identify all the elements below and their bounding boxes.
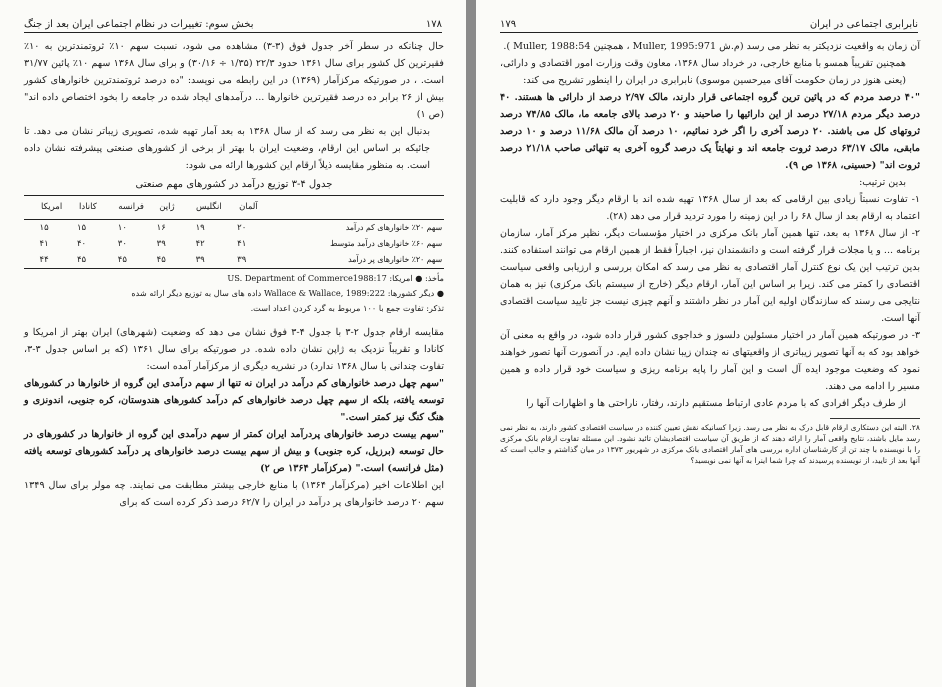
- table-cell: ۴۲: [195, 239, 205, 249]
- right-paragraph-1-text-c: ).: [503, 41, 511, 52]
- right-paragraph-2: همچنین تقریباً همسو با منابع خارجی، در خرداد سال ۱۳۶۸، معاون وقت وزارت امور اقتصادی و دارائی، (یعنی هنوز در زمان حکومت آقای میرحسین موسوی) نابرابری در ایران را اینطور تشریح می کند:: [500, 58, 906, 86]
- left-quote-2: "سهم بیست درصد خانوارهای پردرآمد ایران کمتر از سهم درآمدی این گروه از خانوارها در کشورهای در حال توسعه (برزیل، کره جنوبی) و بیش از سهم بیست درصد خانوارهای پر درآمد کشورهای توسعه یافته (مثل فرانسه) است." (مرکزآمار ۱۳۶۴ ص ۲): [24, 429, 444, 474]
- table-cell: ۴۰: [76, 239, 87, 249]
- right-quote: "۴۰ درصد مردم که در پائین ترین گروه اجتماعی قرار دارند، مالک ۲/۹۷ درصد از دارائی ها هستند. ۴۰ درصد دیگر مردم ۲۷/۱۸ درصد از این دارائیها را صاحبند و ۲۰ درصد بالای جامعه ما، مالک ۷۴/۸۵ درصد ثروتهای کل می باشند. ۲۰ درصد آخری را اگر خرد نمائیم، ۱۰ درصد آن مالک ۱۱/۶۸ درصد و ۱۰ درصد مابقی، مالک ۶۳/۱۷ درصد ثروت جامعه اند و نهایتاً یک درصد گروه آخری به تنهائی صاحب ۲۱/۱۸ درصد ثروت اند" (حسینی، ۱۳۶۸ ص ۹).: [500, 92, 920, 171]
- left-paragraph-1: حال چنانکه در سطر آخر جدول فوق (۳-۳) مشاهده می شود، نسبت سهم ۱۰٪ ثروتمندترین به ۱۰٪ فقیرترین کل کشور برای سال ۱۳۶۱ حدود ۲۲/۳ (۱/۳۵ ÷ ۳۰/۱۶) و برای سال ۱۳۶۸ سهم ۱۰٪ پائین ۳۱/۷۷ است. ، در صورتیکه مرکزآمار (۱۳۶۹) در این رابطه می نویسد: "ده درصد ثروتمندترین خانوارهای کشور بیش از ۲۶ برابر ده درصد فقیرترین خانوارها ... درآمدهای ایجاد شده در جامعه را بخود اختصاص داده اند" (ص ۱): [24, 41, 445, 120]
- left-page-header: [24, 14, 442, 33]
- table-header-cell: امریکا: [24, 196, 64, 220]
- left-page: [0, 0, 466, 687]
- left-paragraph-2: بدنبال این به نظر می رسد که از سال ۱۳۶۸ به بعد آمار تهیه شده، تصویری زیباتر نشان می دهد. تا جائیکه بر اساس این ارقام، وضعیت ایران با بهتر از برخی از کشورهای صنعتی پیشرفته نشان داده است. به منظور مقایسه ذیلاً ارقام این کشورها ارائه می شود:: [24, 126, 430, 171]
- list-item-1: ۱- تفاوت نسبتاً زیادی بین ارقامی که بعد از سال ۱۳۶۸ تهیه شده اند با ارقام دیگر وجود دارد که قابلیت اعتماد به ارقام بعد از سال ۶۸ را در این زمینه را مورد تردید قرار می دهد (۲۸).: [500, 194, 920, 222]
- table-cell: ۴۱: [237, 239, 247, 249]
- left-page-content: [24, 38, 444, 511]
- table-header-cell: فرانسه: [99, 196, 146, 220]
- table-header-cell: آلمان: [224, 196, 260, 220]
- right-paragraph-1: [500, 38, 920, 55]
- table-cell: ۳۹: [195, 255, 205, 265]
- table-cell: ۱۶: [156, 223, 166, 233]
- right-page-header: [500, 14, 918, 33]
- right-header-title: نابرابری اجتماعی در ایران: [809, 19, 918, 30]
- table-cell: ۴۱: [39, 239, 49, 249]
- table-cell: ۴۵: [156, 255, 166, 265]
- right-paragraph-end: از طرف دیگر افرادی که با مردم عادی ارتباط مستقیم دارند، رفتار، ناراحتی ها و اظهارات آنها را: [526, 398, 906, 409]
- right-header-page-number: ۱۷۹: [500, 19, 517, 30]
- table-header-cell: کانادا: [64, 196, 99, 220]
- right-paragraph-1-text-a: آن زمان به واقعیت نزدیکتر به نظر می رسد (م.ش: [719, 41, 920, 52]
- citation-muller-1995: Muller, 1995:971: [632, 41, 717, 52]
- table-header-row: [24, 196, 444, 220]
- table-cell: ۳۹: [237, 255, 247, 265]
- left-paragraph-4: این اطلاعات اخیر (مرکزآمار ۱۳۶۴) با منابع خارجی بیشتر مطابقت می نمایند. چه مولر برای سال ۱۳۴۹ سهم ۲۰ درصد خانوارهای پر درآمد در ایران را ۶۲/۷ درصد ذکر کرده است که برای: [24, 480, 444, 508]
- citation-muller-1988: Muller, 1988:54: [513, 41, 591, 52]
- list-intro: بدین ترتیب:: [859, 177, 906, 188]
- table-cell: ۱۵: [76, 223, 87, 233]
- left-quote-1: "سهم چهل درصد خانوارهای کم درآمد در ایران نه تنها از سهم درآمدی این گروه از خانوارها در کشورهای توسعه یافته، بلکه از سهم چهل درصد خانوارهای کم درآمد کشورهای هندوستان، کره جنوبی، اندونزی و هنگ کنگ نیز کمتر است.": [24, 378, 444, 423]
- table-cell: ۲۰: [237, 223, 247, 233]
- table-source-2: ● دیگر کشورها: Wallace & Wallace, 1989:222 داده های سال به توزیع دیگر ارائه شده: [131, 288, 444, 298]
- table-cell: ۴۵: [76, 255, 87, 265]
- table-caption: جدول ۴-۳ توزیع درآمد در کشورهای مهم صنعتی: [135, 179, 333, 190]
- table-cell: ۱۰: [117, 223, 127, 233]
- left-header-title: بخش سوم: تغییرات در نظام اجتماعی ایران بعد از جنگ: [24, 19, 254, 30]
- table-cell: ۱۵: [39, 223, 49, 233]
- table-row: [24, 252, 444, 269]
- table-row-label: سهم ۲۰٪ خانوارهای کم درآمد: [345, 223, 442, 232]
- table-row: [24, 236, 444, 252]
- table-row-label: سهم ۶۰٪ خانوارهای درآمد متوسط: [330, 239, 442, 248]
- table-header-cell: انگلیس: [177, 196, 224, 220]
- right-page-content: [500, 38, 920, 466]
- list-item-3: ۳- در صورتیکه همین آمار در اختیار مسئولین دلسوز و خداجوی کشور قرار داده شود، در واقع به معنی آن خواهد بود که به آنها تصویر زیباتری از واقعیتهای نه چندان زیبا نشان داده ایم. در آنصورت آنها تصور خواهند نمود که وضعیت موجود ایده آل است و این آمار را پایه برنامه ریزی و سیاست خود قرار داده و همین مسیر را ادامه می دهند.: [500, 330, 920, 392]
- table-cell: ۴۵: [117, 255, 127, 265]
- right-paragraph-1-text-b: ، همچنین: [593, 41, 630, 52]
- right-page: [476, 0, 942, 687]
- table-cell: ۱۹: [195, 223, 205, 233]
- table-source-1: مأخذ: ● امریکا: US. Department of Commerce1988:17: [227, 273, 444, 283]
- footnote-rule: [830, 418, 920, 419]
- list-item-2: ۲- از سال ۱۳۶۸ به بعد، تنها همین آمار بانک مرکزی در اختیار مؤسسات دیگر، نظیر مرکز آمار، سازمان برنامه ... و یا مجلات قرار گرفته است و دانشمندان نیز، اجباراً فقط از همین ارقام می توانند استفاده کنند. بدین ترتیب این یک نوع کنترل آمار اقتصادی به نظر می رسد که امکان بررسی و ارزیابی واقعی سیاست اقتصادی را کمتر می کند. زیرا بر اساس این آمار، ارقام دیگر (خارج از سیستم بانک مرکزی) نیز به همان نتایجی می رسند که سازندگان اولیه این آمار در نظر داشتند و آنهم چیزی نیست جز تایید سیاست اقتصادی آنها است.: [500, 228, 920, 324]
- table-header-cell: [260, 196, 444, 220]
- book-gutter: [466, 0, 476, 687]
- table-cell: ۳۰: [117, 239, 127, 249]
- table-row: [24, 220, 444, 237]
- table-row-label: سهم ۲۰٪ خانوارهای پر درآمد: [348, 255, 442, 264]
- footnote-28: ۲۸. البته این دستکاری ارقام قابل درک به نظر می رسد. زیرا کسانیکه نقش تعیین کننده در سیاست اقتصادی کشور دارند، به نظر نمی رسد مایل باشند، نتایج واقعی آمار را ارائه دهند که از طریق آن سیاست اقتصادیشان تائید نشود. این مسئله تفاوت ارقام بانک مرکزی را با نویسنده با چند تن از کارشناسان اداره بررسی های آمار اقتصادی بانک مرکزی در شهریور ۱۳۷۳ در میان گذاشتم و جالب است که آنها بعد از تایید، از نویسنده پرسیدند که چرا شما اینرا به آنها نمی نویسید؟: [500, 423, 920, 465]
- left-paragraph-3: مقایسه ارقام جدول ۲-۳ با جدول ۴-۳ فوق نشان می دهد که وضعیت (شهرهای) ایران بهتر از امریکا و کانادا و تقریباً نزدیک به ژاپن نشان داده شده. در صورتیکه برای سال ۱۳۶۱ (که بر اساس جدول ۳-۳، تفاوت چندانی با سال ۱۳۶۸ ندارد) در نشریه دیگری از مرکزآمار آمده است:: [24, 327, 445, 372]
- table-note: تذکر: تفاوت جمع با ۱۰۰ مربوط به گرد کردن اعداد است.: [250, 303, 444, 313]
- table-header-cell: ژاپن: [146, 196, 177, 220]
- table-cell: ۴۴: [39, 255, 49, 265]
- left-header-page-number: ۱۷۸: [425, 19, 442, 30]
- income-distribution-table: [24, 195, 444, 269]
- table-cell: ۳۹: [156, 239, 166, 249]
